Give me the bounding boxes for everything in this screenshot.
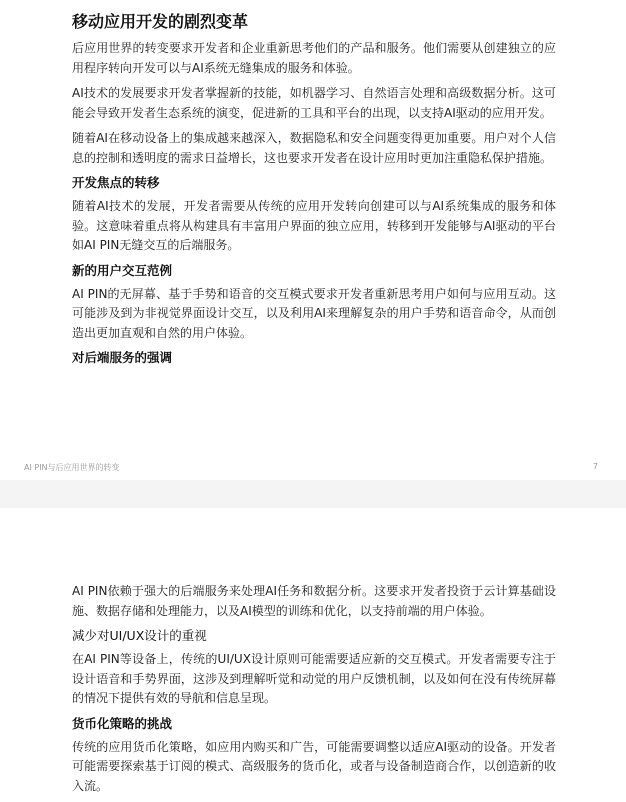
paragraph-monetization: 传统的应用货币化策略，如应用内购买和广告，可能需要调整以适应AI驱动的设备。开发者可能需要探索基于订阅的模式、高级服务的货币化，或者与设备制造商合作，以创造新的收入流。 (72, 739, 556, 793)
page-number: 7 (592, 462, 598, 471)
heading-monetization: 货币化策略的挑战 (72, 715, 173, 731)
heading-backend: 对后端服务的强调 (72, 350, 173, 365)
paragraph-ai-skills: AI技术的发展要求开发者掌握新的技能，如机器学习、自然语言处理和高级数据分析。这可能会导致开发者生态系统的演变，促进新的工具和平台的出现，以支持AI驱动的应用开发。 (72, 86, 556, 120)
heading-uiux: 减少对UI/UX设计的重视 (72, 628, 207, 643)
paragraph-focus-shift: 随着AI技术的发展，开发者需要从传统的应用开发转向创建可以与AI系统集成的服务和体验。这意味着重点将从构建具有丰富用户界面的独立应用，转移到开发能够与AI驱动的平台如AI PIN无缝交互的后端服务。 (72, 199, 556, 252)
paragraph-privacy: 随着AI在移动设备上的集成越来越深入，数据隐私和安全问题变得更加重要。用户对个人信息的控制和透明度的需求日益增长，这也要求开发者在设计应用时更加注重隐私保护措施。 (72, 131, 556, 165)
page-2-content (72, 582, 556, 802)
section-title: 移动应用开发的剧烈变革 (72, 12, 249, 31)
paragraph-intro: 后应用世界的转变要求开发者和企业重新思考他们的产品和服务。他们需要从创建独立的应用程序转向开发可以与AI系统无缝集成的服务和体验。 (72, 41, 556, 75)
paragraph-interaction: AI PIN的无屏幕、基于手势和语音的交互模式要求开发者重新思考用户如何与应用互动。这可能涉及到为非视觉界面设计交互，以及利用AI来理解复杂的用户手势和语音命令，从而创造出更加直观和自然的用户体验。 (72, 286, 556, 340)
footer-title: AI PIN与后应用世界的转变 (24, 463, 120, 472)
page-separator (0, 480, 626, 508)
paragraph-uiux: 在AI PIN等设备上，传统的UI/UX设计原则可能需要适应新的交互模式。开发者需要专注于设计语音和手势界面，这涉及到理解听觉和动觉的用户反馈机制，以及如何在没有传统屏幕的情况下提供有效的导航和信息呈现。 (72, 652, 556, 705)
heading-focus-shift: 开发焦点的转移 (72, 175, 160, 190)
document-page-2 (0, 508, 626, 800)
paragraph-backend: AI PIN依赖于强大的后端服务来处理AI任务和数据分析。这要求开发者投资于云计算基础设施、数据存储和处理能力，以及AI模型的训练和优化，以支持前端的用户体验。 (72, 584, 556, 618)
heading-interaction: 新的用户交互范例 (72, 262, 173, 278)
page-1-content (72, 12, 556, 372)
